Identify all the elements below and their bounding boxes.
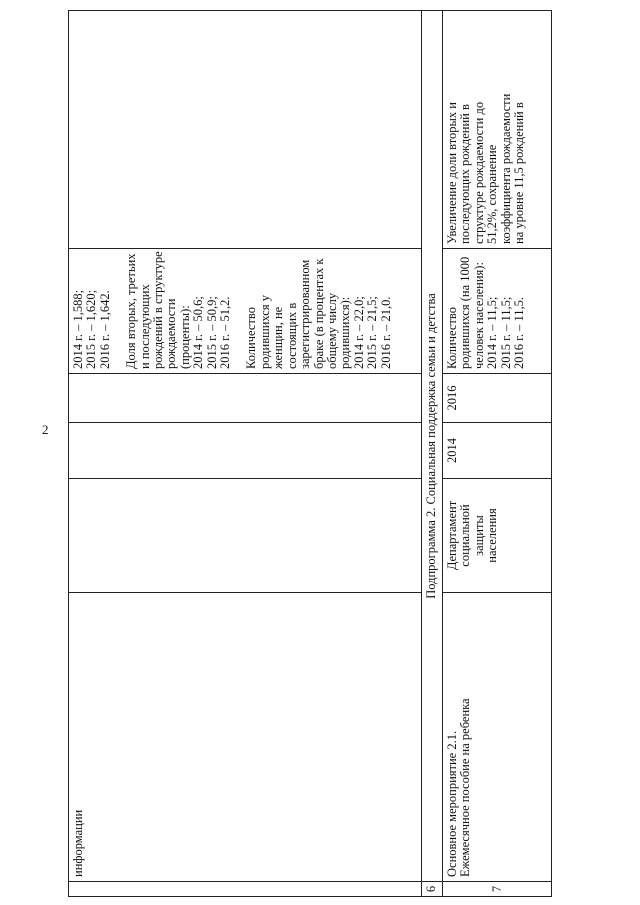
text-line: социальной [458,504,473,567]
text-line: населения [485,508,500,563]
page-number: 2 [42,422,49,437]
text-line: Доля вторых, третьих [124,253,139,369]
cell-result [442,10,552,249]
text-line: Количество [244,307,259,369]
cell-executor [68,478,422,593]
text-line: состоящих в [284,302,299,369]
text-line: 2016 г. – 51,2. [218,296,233,369]
text-line: общему числу [324,292,339,369]
text-line: Количество [445,307,459,369]
text-line: 2014 г. – 1,588; [71,289,85,369]
cell-end [68,373,422,423]
text-line: защиты [471,515,486,556]
cell-start-year: 2014 [442,422,552,479]
text-line: женщин, не [271,306,286,369]
cell-activity [442,592,552,882]
cell-indicators [68,248,422,374]
text-line: 2015 г. – 21,5; [365,296,380,369]
text-line: 2016 г. – 11,5. [512,296,527,369]
text-line: 51,2%, сохранение [485,144,500,244]
table-row-section [421,10,443,897]
text-line: родившихся у [257,295,272,369]
program-table [68,10,552,897]
cell-executor [442,478,552,593]
text-line: 2015 г. – 11,5; [498,296,513,369]
text-line: зарегистрированном [298,259,313,369]
cell-result [68,10,422,249]
cell-indicators [442,248,552,374]
cell-start [68,422,422,479]
text-line: Увеличение доли вторых и [445,102,459,244]
text-line: 2016 г. – 21,0. [378,296,393,369]
text-line: 2015 г. – 1,620; [84,289,99,369]
text-line: 2014 г. – 11,5; [485,296,500,369]
text-line: структуре рождаемости до [471,101,486,244]
table-row-continuation [68,10,422,897]
text-line: родившихся): [338,296,353,369]
text-line: на уровне 11,5 рождений в [512,102,527,244]
text-line: Основное мероприятие 2.1. [445,730,459,877]
text-line: 2016 г. – 1,642. [97,290,112,369]
cell-activity [68,592,422,882]
text-line: (проценты): [177,305,192,369]
table-row-7 [442,10,552,897]
text-line: 2014 г. – 22,0; [351,296,366,369]
text-line: браке (в процентах к [311,258,326,369]
row-number: 7 [442,881,552,897]
section-title: Подпрограмма 2. Социальная поддержка семьи и детства [421,10,443,882]
text-line: коэффициента рождаемости [498,93,513,244]
activity-text: информации [71,809,85,877]
cell-number [68,881,422,897]
text-line: 2015 г. – 50,9; [204,296,219,369]
text-line: Департамент [445,500,459,571]
text-line: последующих рождений в [458,104,473,244]
text-line: Ежемесячное пособие на ребенка [458,698,473,877]
text-line: и последующих [137,284,152,369]
text-line: родившихся (на 1000 [458,256,473,369]
text-line: 2014 г. – 50,6; [191,296,206,369]
section-number: 6 [421,881,443,897]
text-line: рождаемости [164,298,179,369]
cell-end-year: 2016 [442,373,552,423]
text-line: рождений в структуре [151,251,166,369]
text-line: человек населения): [471,262,486,369]
